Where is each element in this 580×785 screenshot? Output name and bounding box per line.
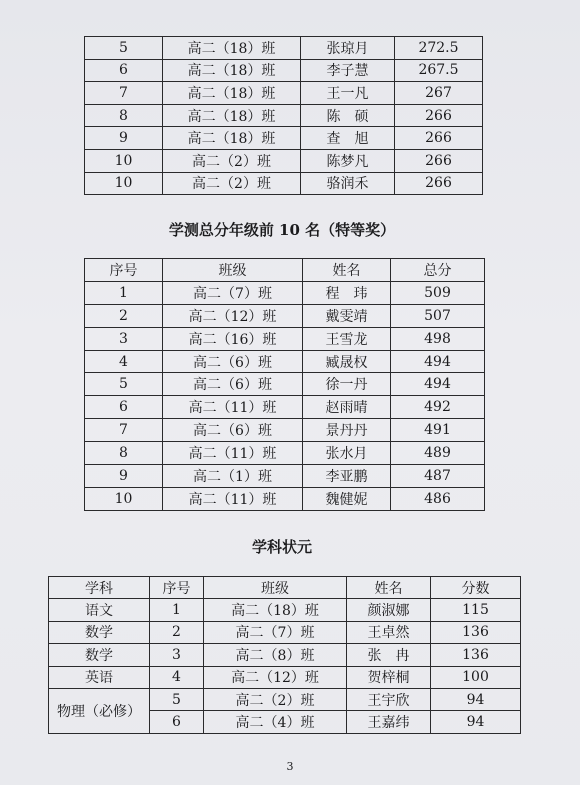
- rank-cell: 6: [85, 396, 163, 419]
- name-cell: 景丹丹: [303, 419, 391, 442]
- class-cell: 高二（18）班: [163, 37, 301, 60]
- class-cell: 高二（16）班: [163, 327, 303, 350]
- subject-cell: 数学: [49, 621, 150, 643]
- class-cell: 高二（6）班: [163, 350, 303, 373]
- name-cell: 赵雨晴: [303, 396, 391, 419]
- rank-cell: 2: [85, 304, 163, 327]
- table-row: [85, 281, 485, 304]
- name-cell: 王雪龙: [303, 327, 391, 350]
- score-cell: 492: [391, 396, 485, 419]
- table-row: [85, 442, 485, 465]
- class-cell: 高二（4）班: [204, 711, 347, 733]
- score-cell: 266: [395, 149, 483, 172]
- page-number: 3: [286, 760, 294, 773]
- score-cell: 136: [431, 621, 521, 643]
- score-cell: 494: [391, 373, 485, 396]
- rank-cell: 10: [85, 487, 163, 510]
- rank-cell: 8: [85, 442, 163, 465]
- name-cell: 王嘉纬: [347, 711, 431, 733]
- name-cell: 张水月: [303, 442, 391, 465]
- subject-cell: 数学: [49, 644, 150, 666]
- score-cell: 494: [391, 350, 485, 373]
- name-cell: 王卓然: [347, 621, 431, 643]
- score-cell: 498: [391, 327, 485, 350]
- score-cell: 509: [391, 281, 485, 304]
- class-cell: 高二（2）班: [204, 688, 347, 710]
- name-cell: 颜淑娜: [347, 599, 431, 621]
- class-cell: 高二（12）班: [204, 666, 347, 688]
- table-header-row: [49, 577, 521, 599]
- class-cell: 高二（18）班: [163, 82, 301, 105]
- score-cell: 100: [431, 666, 521, 688]
- name-cell: 徐一丹: [303, 373, 391, 396]
- rank-cell: 3: [85, 327, 163, 350]
- class-cell: 高二（18）班: [163, 104, 301, 127]
- score-cell: 507: [391, 304, 485, 327]
- class-cell: 高二（11）班: [163, 442, 303, 465]
- class-cell: 高二（8）班: [204, 644, 347, 666]
- class-cell: 高二（7）班: [204, 621, 347, 643]
- class-cell: 高二（1）班: [163, 465, 303, 488]
- class-cell: 高二（6）班: [163, 419, 303, 442]
- table-row: [49, 644, 521, 666]
- class-cell: 高二（2）班: [163, 172, 301, 195]
- score-cell: 486: [391, 487, 485, 510]
- rank-cell: 10: [85, 172, 163, 195]
- class-cell: 高二（11）班: [163, 396, 303, 419]
- rank-cell: 5: [85, 373, 163, 396]
- name-cell: 骆润禾: [301, 172, 395, 195]
- ranking-table-continued: [84, 36, 483, 195]
- table-row: [85, 465, 485, 488]
- rank-cell: 9: [85, 465, 163, 488]
- header-name: 姓名: [347, 577, 431, 599]
- class-cell: 高二（18）班: [163, 127, 301, 150]
- table-row: [49, 599, 521, 621]
- name-cell: 李亚鹏: [303, 465, 391, 488]
- score-cell: 267.5: [395, 59, 483, 82]
- header-total: 总分: [391, 259, 485, 282]
- rank-cell: 3: [150, 644, 204, 666]
- name-cell: 戴雯靖: [303, 304, 391, 327]
- top10-table: [84, 258, 485, 511]
- table-row: [85, 104, 483, 127]
- table-row: [49, 666, 521, 688]
- name-cell: 查 旭: [301, 127, 395, 150]
- table-row: [85, 127, 483, 150]
- subject-cell: 物理（必修）: [49, 688, 150, 733]
- table-row: [85, 350, 485, 373]
- table-row: [85, 304, 485, 327]
- rank-cell: 6: [85, 59, 163, 82]
- subject-top-table: [48, 576, 521, 734]
- subject-top-section-title: 学科状元: [251, 538, 312, 556]
- table-row: [49, 688, 521, 710]
- name-cell: 贺梓桐: [347, 666, 431, 688]
- rank-cell: 9: [85, 127, 163, 150]
- rank-cell: 1: [150, 599, 204, 621]
- table-row: [85, 82, 483, 105]
- class-cell: 高二（18）班: [204, 599, 347, 621]
- header-rank: 序号: [85, 259, 163, 282]
- name-cell: 臧晟权: [303, 350, 391, 373]
- class-cell: 高二（18）班: [163, 59, 301, 82]
- name-cell: 李子慧: [301, 59, 395, 82]
- name-cell: 张琼月: [301, 37, 395, 60]
- table-header-row: [85, 259, 485, 282]
- rank-cell: 4: [85, 350, 163, 373]
- name-cell: 陈 硕: [301, 104, 395, 127]
- rank-cell: 7: [85, 419, 163, 442]
- score-cell: 487: [391, 465, 485, 488]
- score-cell: 266: [395, 104, 483, 127]
- table-row: [85, 149, 483, 172]
- name-cell: 王宇欣: [347, 688, 431, 710]
- score-cell: 266: [395, 127, 483, 150]
- score-cell: 272.5: [395, 37, 483, 60]
- rank-cell: 6: [150, 711, 204, 733]
- score-cell: 94: [431, 688, 521, 710]
- table-row: [85, 59, 483, 82]
- score-cell: 267: [395, 82, 483, 105]
- class-cell: 高二（12）班: [163, 304, 303, 327]
- table-row: [85, 172, 483, 195]
- name-cell: 魏健妮: [303, 487, 391, 510]
- class-cell: 高二（2）班: [163, 149, 301, 172]
- class-cell: 高二（7）班: [163, 281, 303, 304]
- rank-cell: 10: [85, 149, 163, 172]
- table-row: [85, 396, 485, 419]
- rank-cell: 5: [85, 37, 163, 60]
- table-row: [49, 621, 521, 643]
- header-class: 班级: [204, 577, 347, 599]
- rank-cell: 7: [85, 82, 163, 105]
- rank-cell: 8: [85, 104, 163, 127]
- header-class: 班级: [163, 259, 303, 282]
- header-score: 分数: [431, 577, 521, 599]
- header-name: 姓名: [303, 259, 391, 282]
- rank-cell: 4: [150, 666, 204, 688]
- top10-section-title: 学测总分年级前 10 名（特等奖）: [168, 221, 396, 239]
- score-cell: 94: [431, 711, 521, 733]
- name-cell: 陈梦凡: [301, 149, 395, 172]
- score-cell: 115: [431, 599, 521, 621]
- table-row: [85, 419, 485, 442]
- table-row: [85, 373, 485, 396]
- score-cell: 489: [391, 442, 485, 465]
- subject-cell: 语文: [49, 599, 150, 621]
- class-cell: 高二（11）班: [163, 487, 303, 510]
- name-cell: 程 玮: [303, 281, 391, 304]
- name-cell: 张 冉: [347, 644, 431, 666]
- rank-cell: 5: [150, 688, 204, 710]
- score-cell: 491: [391, 419, 485, 442]
- name-cell: 王一凡: [301, 82, 395, 105]
- subject-cell: 英语: [49, 666, 150, 688]
- header-subject: 学科: [49, 577, 150, 599]
- table-row: [85, 487, 485, 510]
- score-cell: 136: [431, 644, 521, 666]
- rank-cell: 1: [85, 281, 163, 304]
- score-cell: 266: [395, 172, 483, 195]
- table-row: [85, 37, 483, 60]
- rank-cell: 2: [150, 621, 204, 643]
- table-row: [85, 327, 485, 350]
- class-cell: 高二（6）班: [163, 373, 303, 396]
- header-rank: 序号: [150, 577, 204, 599]
